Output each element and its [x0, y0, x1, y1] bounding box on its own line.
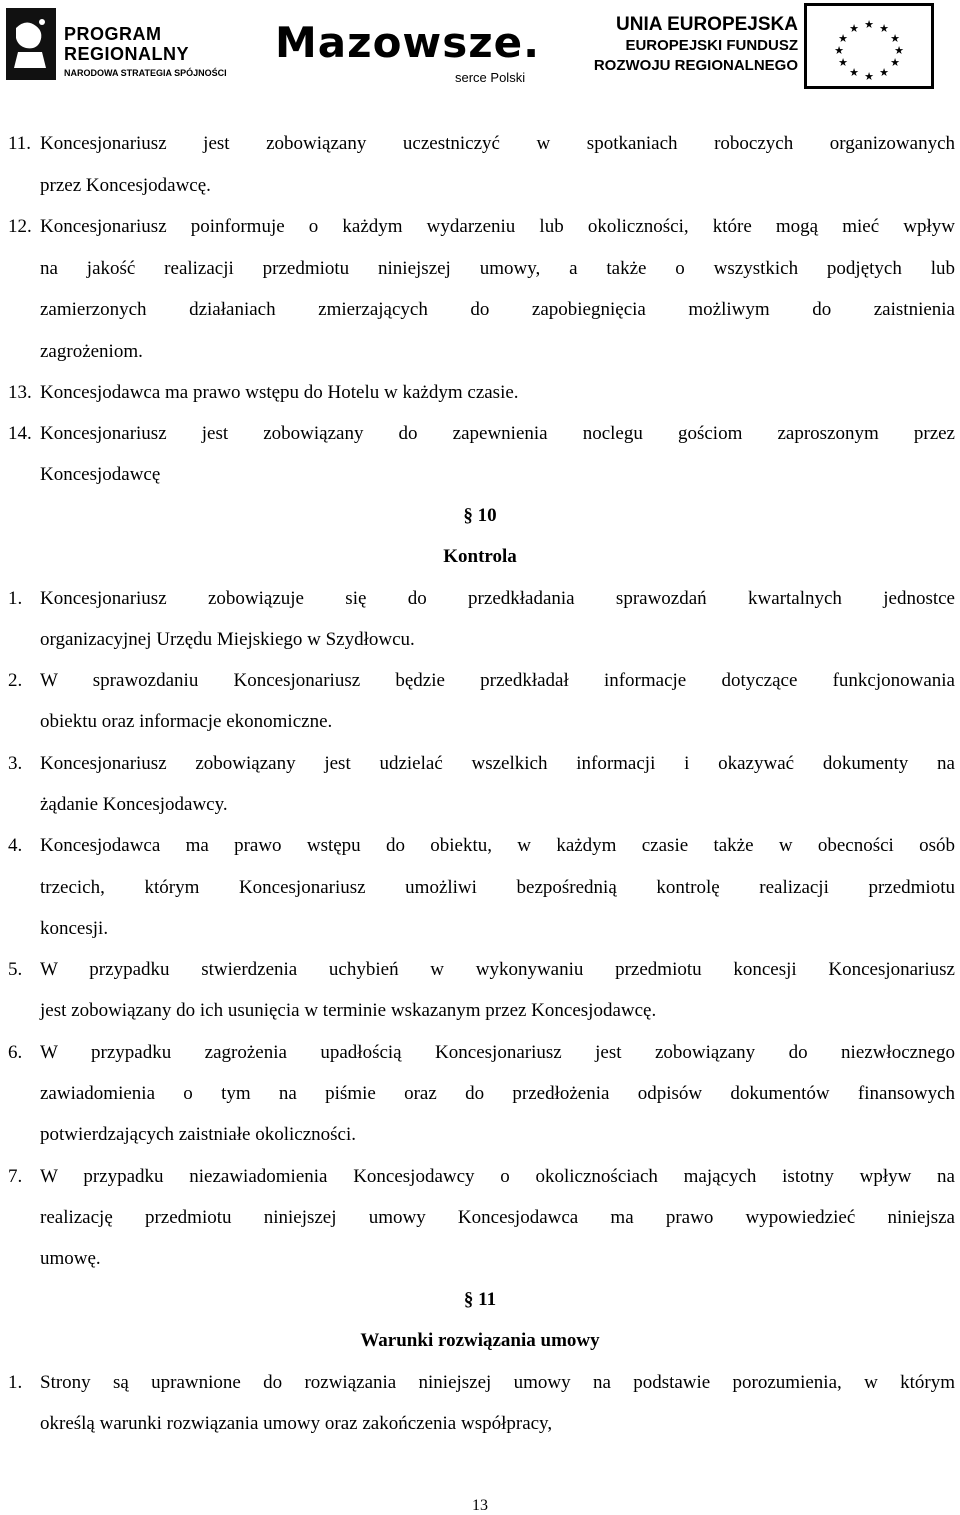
body-line: przez Koncesjodawcę. [40, 175, 211, 196]
svg-text:★: ★ [894, 44, 904, 57]
body-line: Koncesjonariusz zobowiązany jest udzielać wszelkich informacji i okazywać dokumenty na [40, 753, 955, 774]
item-number: 14. [8, 423, 32, 444]
body-line: Koncesjonariusz zobowiązuje się do przedkładania sprawozdań kwartalnych jednostce [40, 588, 955, 609]
svg-text:★: ★ [849, 22, 859, 35]
eu-fund-text [578, 14, 798, 80]
body-line: obiektu oraz informacje ekonomiczne. [40, 711, 333, 732]
body-line: realizację przedmiotu niniejszej umowy Koncesjodawca ma prawo wypowiedzieć niniejsza [40, 1207, 955, 1228]
body-line: umowę. [40, 1248, 101, 1269]
svg-text:★: ★ [849, 66, 859, 79]
body-line: określą warunki rozwiązania umowy oraz zakończenia współpracy, [40, 1413, 553, 1434]
body-line: Strony są uprawnione do rozwiązania niniejszej umowy na podstawie porozumienia, w którym [40, 1372, 955, 1393]
svg-text:★: ★ [838, 56, 848, 69]
body-line: zamierzonych działaniach zmierzających do zapobiegnięcia możliwym do zaistnienia [40, 299, 955, 320]
program-subtitle: NARODOWA STRATEGIA SPÓJNOŚCI [64, 68, 227, 78]
mazowsze-logo [275, 14, 555, 84]
program-regionalny-emblem-icon [6, 8, 56, 80]
svg-text:★: ★ [834, 44, 844, 57]
section-number: § 10 [463, 505, 497, 526]
svg-text:★: ★ [864, 18, 874, 31]
item-number: 3. [8, 753, 23, 774]
section-title: Kontrola [443, 546, 517, 567]
program-regionalny-logo [6, 8, 226, 80]
item-number: 2. [8, 670, 23, 691]
body-line: W sprawozdaniu Koncesjonariusz będzie przedkładał informacje dotyczące funkcjonowania [40, 670, 955, 691]
section-title: Warunki rozwiązania umowy [360, 1330, 600, 1351]
item-number: 6. [8, 1042, 23, 1063]
item-number: 5. [8, 959, 23, 980]
svg-text:★: ★ [879, 66, 889, 79]
body-line: żądanie Koncesjodawcy. [40, 794, 228, 815]
body-line: Koncesjodawca ma prawo wstępu do obiektu, w każdym czasie także w obecności osób [40, 835, 955, 856]
program-line1: PROGRAM [64, 24, 162, 44]
program-regionalny-title [64, 24, 189, 64]
eu-line3: ROZWOJU REGIONALNEGO [593, 57, 798, 74]
page-number: 13 [472, 1497, 488, 1514]
svg-text:★: ★ [864, 70, 874, 83]
body-line: organizacyjnej Urzędu Miejskiego w Szydłowcu. [40, 629, 415, 650]
mazowsze-tagline: serce Polski [455, 70, 526, 85]
body-line: jest zobowiązany do ich usunięcia w terminie wskazanym przez Koncesjodawcę. [40, 1000, 657, 1021]
item-number: 4. [8, 835, 23, 856]
item-number: 12. [8, 216, 32, 237]
body-line: Koncesjonariusz jest zobowiązany do zapewnienia noclegu gościom zaproszonym przez [40, 423, 955, 444]
svg-text:★: ★ [838, 32, 848, 45]
item-number: 1. [8, 588, 23, 609]
item-number: 1. [8, 1372, 23, 1393]
svg-text:★: ★ [890, 32, 900, 45]
body-line: Koncesjodawca ma prawo wstępu do Hotelu w każdym czasie. [40, 382, 519, 403]
page-header [0, 0, 960, 90]
body-line: potwierdzających zaistniałe okoliczności. [40, 1124, 357, 1145]
body-line: Koncesjonariusz poinformuje o każdym wydarzeniu lub okoliczności, które mogą mieć wpływ [40, 216, 955, 237]
body-line: W przypadku zagrożenia upadłością Koncesjonariusz jest zobowiązany do niezwłocznego [40, 1042, 955, 1063]
item-number: 11. [8, 133, 32, 154]
eu-line2: EUROPEJSKI FUNDUSZ [625, 37, 798, 54]
item-number: 13. [8, 382, 32, 403]
mazowsze-wordmark: Mazowsze. [275, 18, 541, 67]
body-line: trzecich, którym Koncesjonariusz umożliwi bezpośrednią kontrolę realizacji przedmiotu [40, 877, 955, 898]
svg-text:★: ★ [879, 22, 889, 35]
body-line: koncesji. [40, 918, 109, 939]
body-line: zagrożeniom. [40, 341, 143, 362]
eu-flag-icon [804, 3, 934, 89]
body-line: Koncesjodawcę [40, 464, 161, 485]
eu-line1: UNIA EUROPEJSKA [616, 14, 798, 35]
body-line: W przypadku niezawiadomienia Koncesjodawcy o okolicznościach mających istotny wpływ na [40, 1166, 955, 1187]
item-number: 7. [8, 1166, 23, 1187]
program-line2: REGIONALNY [64, 44, 190, 64]
section-number: § 11 [463, 1289, 497, 1310]
body-line: W przypadku stwierdzenia uchybień w wykonywaniu przedmiotu koncesji Koncesjonariusz [40, 959, 955, 980]
svg-text:★: ★ [890, 56, 900, 69]
body-line: na jakość realizacji przedmiotu niniejszej umowy, a także o wszystkich podjętych lub [40, 258, 955, 279]
body-line: zawiadomienia o tym na piśmie oraz do przedłożenia odpisów dokumentów finansowych [40, 1083, 955, 1104]
body-line: Koncesjonariusz jest zobowiązany uczestniczyć w spotkaniach roboczych organizowanych [40, 133, 955, 154]
